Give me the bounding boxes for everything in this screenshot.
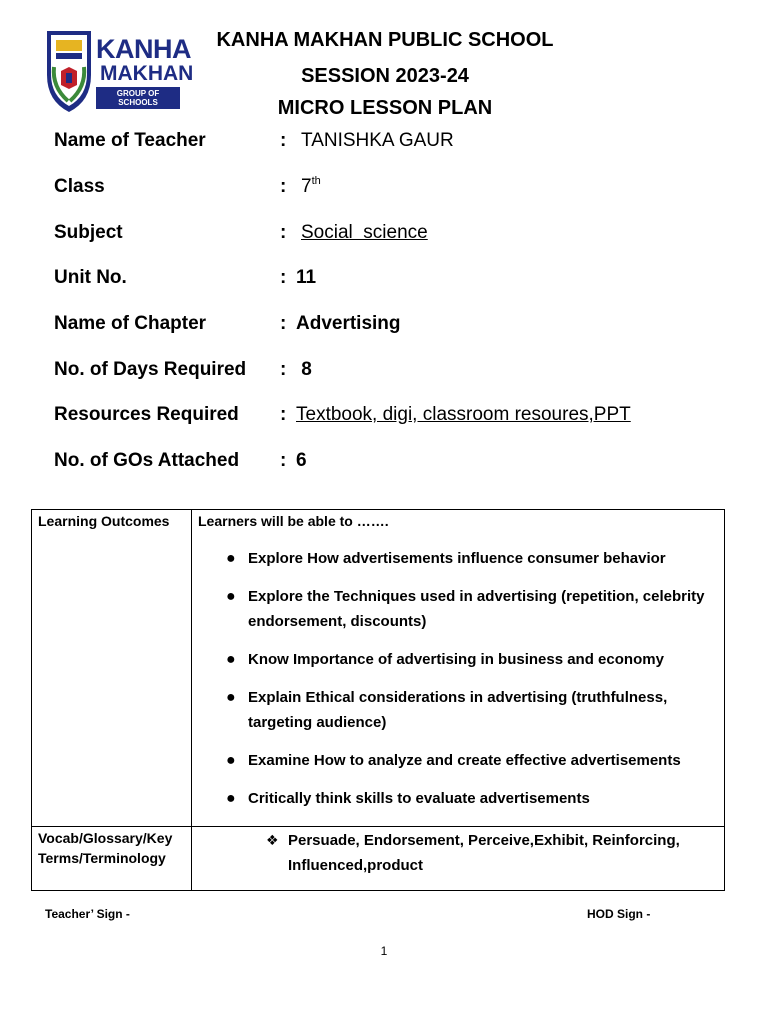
bullet-icon: ● [226, 588, 236, 605]
session-title: SESSION 2023-24 [301, 65, 469, 87]
hod-sign: HOD Sign - [587, 907, 651, 921]
plan-title: MICRO LESSON PLAN [277, 97, 493, 119]
teacher-label: Name of Teacher [54, 130, 206, 151]
subject-label: Subject [54, 222, 123, 243]
page-number: 1 [380, 944, 388, 958]
resources-value: Textbook, digi, classroom resoures,PPT [296, 404, 631, 425]
teacher-value: TANISHKA GAUR [301, 130, 454, 151]
chapter-value: Advertising [296, 313, 401, 334]
bullet-icon: ● [226, 651, 236, 668]
subject-value: Social science [301, 222, 428, 243]
list-item [226, 546, 716, 571]
days-value: 8 [296, 359, 312, 380]
unit-label: Unit No. [54, 267, 127, 288]
shield-crest-icon [44, 27, 94, 115]
bullet-icon: ● [226, 790, 236, 807]
class-suffix: th [311, 175, 321, 187]
subject-colon: : [280, 222, 287, 243]
class-label: Class [54, 176, 105, 197]
unit-value: 11 [296, 267, 317, 288]
teacher-row [54, 128, 754, 154]
outcome-text: Critically think skills to evaluate advertisements [248, 790, 590, 807]
outcome-text: Know Importance of advertising in business and economy [248, 651, 664, 668]
gos-row [54, 448, 754, 474]
resources-row [54, 402, 754, 428]
unit-row [54, 265, 754, 291]
outcome-text: Explore the Techniques used in advertising (repetition, celebrity endorsement, discounts) [248, 588, 705, 630]
outcome-text: Explain Ethical considerations in advertising (truthfulness, targeting audience) [248, 689, 668, 731]
chapter-row [54, 311, 754, 337]
learners-intro: Learners will be able to ……. [198, 513, 389, 529]
class-value [301, 174, 321, 200]
chapter-label: Name of Chapter [54, 313, 207, 334]
school-name: KANHA MAKHAN PUBLIC SCHOOL [216, 29, 554, 51]
gos-label: No. of GOs Attached [54, 450, 240, 471]
logo-makhan-text: MAKHAN [100, 62, 194, 85]
subject-row [54, 220, 754, 246]
vocab-heading: Vocab/Glossary/Key Terms/Terminology [38, 830, 173, 866]
bullet-icon: ● [226, 752, 236, 769]
table-column-divider [191, 510, 192, 890]
teacher-colon: : [280, 130, 287, 151]
list-item [226, 748, 716, 773]
bullet-icon: ● [226, 689, 236, 706]
outcome-text: Explore How advertisements influence consumer behavior [248, 550, 666, 567]
gos-colon: : [280, 450, 287, 471]
resources-colon: : [280, 404, 287, 425]
days-row [54, 357, 754, 383]
class-row [54, 174, 754, 200]
vocab-text: Persuade, Endorsement, Perceive,Exhibit, Reinforcing, Influenced,product [288, 832, 680, 874]
chapter-colon: : [280, 313, 287, 334]
class-number: 7 [301, 176, 312, 197]
days-colon: : [280, 359, 287, 380]
learning-outcomes-heading: Learning Outcomes [38, 513, 170, 529]
unit-colon: : [280, 267, 287, 288]
diamond-bullet-icon: ❖ [266, 832, 279, 848]
outcomes-table [31, 509, 725, 891]
gos-value: 6 [296, 450, 307, 471]
days-label: No. of Days Required [54, 359, 247, 380]
list-item [226, 685, 716, 735]
vocab-terms [266, 828, 728, 878]
bullet-icon: ● [226, 550, 236, 567]
list-item [226, 647, 716, 672]
list-item [226, 584, 716, 634]
list-item [226, 786, 716, 811]
table-row-divider [32, 826, 724, 827]
outcomes-list [226, 546, 716, 824]
class-colon: : [280, 176, 287, 197]
teacher-sign: Teacher’ Sign - [45, 907, 130, 921]
logo-kanha-text: KANHA [96, 34, 191, 64]
logo-group-text: GROUP OF SCHOOLS [96, 87, 180, 109]
resources-label: Resources Required [54, 404, 239, 425]
outcome-text: Examine How to analyze and create effective advertisements [248, 752, 681, 769]
